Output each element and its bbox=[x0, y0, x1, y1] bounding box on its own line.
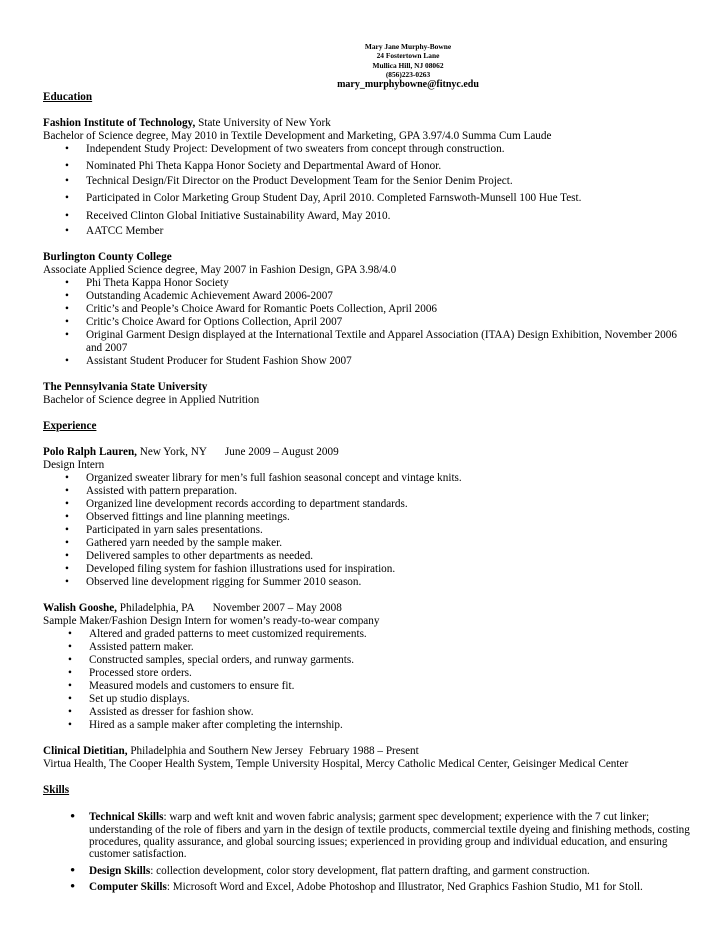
bullet-icon: • bbox=[68, 693, 72, 706]
bullet-icon: • bbox=[65, 524, 69, 537]
list-item-text: Participated in Color Marketing Group Student Day, April 2010. Completed Farnswoth-Munsell 100 Hue Test. bbox=[86, 191, 582, 204]
bullet-icon: • bbox=[65, 576, 69, 589]
list-item bbox=[43, 190, 693, 206]
list-item bbox=[43, 225, 693, 238]
bullet-icon: • bbox=[65, 485, 69, 498]
list-item-text: Independent Study Project: Development of two sweaters from concept through construction. bbox=[86, 143, 505, 156]
bullet-icon: • bbox=[68, 628, 72, 641]
list-item-text: Developed filing system for fashion illustrations used for inspiration. bbox=[86, 563, 396, 576]
walish-list bbox=[43, 628, 693, 732]
list-item bbox=[43, 355, 693, 368]
applicant-name: Mary Jane Murphy-Bowne bbox=[364, 42, 452, 51]
walish-org: Walish Gooshe, bbox=[43, 602, 117, 615]
bullet-icon: • bbox=[65, 511, 69, 524]
list-item bbox=[43, 537, 693, 550]
skills-heading: Skills bbox=[43, 784, 70, 797]
list-item bbox=[43, 158, 693, 174]
list-item-text: AATCC Member bbox=[86, 225, 164, 238]
list-item-text: Measured models and customers to ensure fit. bbox=[89, 680, 295, 693]
list-item-text: Set up studio displays. bbox=[89, 693, 190, 706]
bcc-degree: Associate Applied Science degree, May 2007 in Fashion Design, GPA 3.98/4.0 bbox=[43, 264, 397, 277]
skills-list bbox=[43, 809, 693, 896]
list-item bbox=[43, 277, 693, 290]
list-item-text: Constructed samples, special orders, and runway garments. bbox=[89, 654, 355, 667]
bcc-org: Burlington County College bbox=[43, 251, 172, 264]
bullet-icon: • bbox=[65, 143, 69, 156]
list-item bbox=[43, 303, 693, 316]
list-item bbox=[43, 862, 693, 879]
list-item-text: Phi Theta Kappa Honor Society bbox=[86, 277, 229, 290]
bullet-icon: • bbox=[70, 879, 76, 896]
list-item-text: Hired as a sample maker after completing the internship. bbox=[89, 719, 343, 732]
list-item bbox=[43, 472, 693, 485]
list-item-text: Altered and graded patterns to meet customized requirements. bbox=[89, 628, 367, 641]
list-item bbox=[43, 208, 693, 224]
phone-number: (856)223-0263 bbox=[385, 69, 431, 79]
list-item-text: Gathered yarn needed by the sample maker. bbox=[86, 537, 283, 550]
bullet-icon: • bbox=[65, 316, 69, 329]
clinical-entry bbox=[43, 745, 693, 771]
polo-list bbox=[43, 472, 693, 589]
list-item bbox=[43, 641, 693, 654]
bullet-icon: • bbox=[68, 719, 72, 732]
fit-org-line bbox=[43, 117, 693, 130]
list-item bbox=[43, 524, 693, 537]
bullet-icon: • bbox=[65, 225, 69, 238]
bullet-icon: • bbox=[68, 641, 72, 654]
list-item-text: Delivered samples to other departments as needed. bbox=[86, 550, 314, 563]
clinical-dates: February 1988 – Present bbox=[309, 745, 419, 758]
list-item-text: Nominated Phi Theta Kappa Honor Society and Departmental Award of Honor. bbox=[86, 159, 442, 172]
list-item bbox=[43, 879, 693, 896]
list-item bbox=[43, 175, 693, 188]
fit-org-rest: State University of New York bbox=[195, 117, 331, 130]
list-item-text: Assisted as dresser for fashion show. bbox=[89, 706, 254, 719]
contact-header bbox=[323, 42, 493, 91]
list-item-text: Assisted pattern maker. bbox=[89, 641, 194, 654]
list-item-text: Processed store orders. bbox=[89, 667, 192, 680]
list-item bbox=[43, 680, 693, 693]
clinical-org: Clinical Dietitian, bbox=[43, 745, 128, 758]
bullet-icon: • bbox=[65, 191, 69, 204]
bcc-entry bbox=[43, 251, 693, 368]
list-item bbox=[43, 628, 693, 641]
list-item bbox=[43, 719, 693, 732]
bullet-icon: • bbox=[70, 862, 76, 879]
resume-page bbox=[43, 42, 693, 898]
bullet-icon: • bbox=[65, 175, 69, 188]
list-item-text: Organized line development records according to department standards. bbox=[86, 498, 408, 511]
polo-entry bbox=[43, 446, 693, 589]
list-item-text: Critic’s and People’s Choice Award for Romantic Poets Collection, April 2006 bbox=[86, 303, 438, 316]
list-item bbox=[43, 316, 693, 329]
skill-label: Technical Skills bbox=[89, 811, 164, 824]
list-item-text: Original Garment Design displayed at the International Textile and Apparel Association (ITAA) Design Exhibition, November 2006 and 2007 bbox=[86, 329, 677, 355]
psu-org: The Pennsylvania State University bbox=[43, 381, 208, 394]
list-item bbox=[43, 667, 693, 680]
list-item bbox=[43, 654, 693, 667]
list-item-text: Organized sweater library for men’s full fashion seasonal concept and vintage knits. bbox=[86, 472, 462, 485]
email-address: mary_murphybowne@fitnyc.edu bbox=[337, 79, 479, 91]
list-item-text: Critic’s Choice Award for Options Collection, April 2007 bbox=[86, 316, 343, 329]
bullet-icon: • bbox=[65, 209, 69, 222]
list-item bbox=[43, 563, 693, 576]
list-item-text: Observed fittings and line planning meetings. bbox=[86, 511, 290, 524]
list-item-text: Assisted with pattern preparation. bbox=[86, 485, 237, 498]
list-item bbox=[43, 143, 693, 156]
skill-text: : collection development, color story development, flat pattern drafting, and garment construction. bbox=[150, 864, 590, 877]
skill-label: Design Skills bbox=[89, 864, 151, 877]
bullet-icon: • bbox=[65, 329, 69, 342]
polo-dates: June 2009 – August 2009 bbox=[224, 446, 339, 459]
fit-list bbox=[43, 143, 693, 238]
list-item bbox=[43, 485, 693, 498]
bullet-icon: • bbox=[65, 537, 69, 550]
bullet-icon: • bbox=[65, 303, 69, 316]
list-item-text: Received Clinton Global Initiative Sustainability Award, May 2010. bbox=[86, 209, 391, 222]
bullet-icon: • bbox=[65, 472, 69, 485]
clinical-org-line bbox=[43, 745, 693, 758]
education-heading: Education bbox=[43, 91, 93, 104]
polo-org-line bbox=[43, 446, 693, 459]
walish-org-line bbox=[43, 602, 693, 615]
bullet-icon: • bbox=[68, 680, 72, 693]
polo-title: Design Intern bbox=[43, 459, 105, 472]
walish-entry bbox=[43, 602, 693, 732]
clinical-location: Philadelphia and Southern New Jersey bbox=[127, 745, 304, 758]
bullet-icon: • bbox=[65, 159, 69, 172]
city-address: Mullica Hill, NJ 08062 bbox=[372, 60, 444, 70]
skill-text: : warp and weft knit and woven fabric analysis; garment spec development; experience with the 7 cut linker; understanding of the role of fibers and yarn in the design of textile products, commercial textile dyeing and finishing methods, costing procedures, quality assurance, and global sourcing issues; experienced in providing group and individual education, and ensuring customer satisfaction. bbox=[89, 811, 690, 861]
bullet-icon: • bbox=[65, 355, 69, 368]
list-item-text: Participated in yarn sales presentations. bbox=[86, 524, 263, 537]
fit-entry bbox=[43, 117, 693, 238]
walish-location: Philadelphia, PA bbox=[116, 602, 195, 615]
experience-heading: Experience bbox=[43, 420, 97, 433]
bullet-icon: • bbox=[65, 498, 69, 511]
bullet-icon: • bbox=[65, 290, 69, 303]
polo-org: Polo Ralph Lauren, bbox=[43, 446, 137, 459]
list-item bbox=[43, 511, 693, 524]
bullet-icon: • bbox=[68, 706, 72, 719]
list-item bbox=[43, 811, 693, 861]
list-item-text: Outstanding Academic Achievement Award 2006-2007 bbox=[86, 290, 333, 303]
list-item bbox=[43, 706, 693, 719]
list-item bbox=[43, 576, 693, 589]
list-item bbox=[43, 290, 693, 303]
list-item bbox=[43, 550, 693, 563]
bcc-list bbox=[43, 277, 693, 368]
bullet-icon: • bbox=[68, 667, 72, 680]
psu-degree: Bachelor of Science degree in Applied Nutrition bbox=[43, 394, 260, 407]
list-item-text: Technical Design/Fit Director on the Product Development Team for the Senior Denim Project. bbox=[86, 175, 513, 188]
walish-title: Sample Maker/Fashion Design Intern for women’s ready-to-wear company bbox=[43, 615, 380, 628]
list-item bbox=[43, 498, 693, 511]
list-item bbox=[43, 693, 693, 706]
street-address: 24 Fostertown Lane bbox=[376, 51, 440, 61]
bullet-icon: • bbox=[70, 809, 76, 826]
psu-entry bbox=[43, 381, 693, 407]
list-item bbox=[43, 329, 693, 355]
list-item-text: Observed line development rigging for Summer 2010 season. bbox=[86, 576, 362, 589]
list-item-text: Assistant Student Producer for Student Fashion Show 2007 bbox=[86, 355, 352, 368]
bullet-icon: • bbox=[65, 550, 69, 563]
bullet-icon: • bbox=[65, 563, 69, 576]
skill-label: Computer Skills bbox=[89, 881, 167, 894]
fit-degree: Bachelor of Science degree, May 2010 in Textile Development and Marketing, GPA 3.97/4.0 Summa Cum Laude bbox=[43, 130, 552, 143]
bullet-icon: • bbox=[68, 654, 72, 667]
polo-location: New York, NY bbox=[136, 446, 207, 459]
bullet-icon: • bbox=[65, 277, 69, 290]
walish-dates: November 2007 – May 2008 bbox=[212, 602, 342, 615]
clinical-employers: Virtua Health, The Cooper Health System, Temple University Hospital, Mercy Catholic Medical Center, Geisinger Medical Center bbox=[43, 758, 629, 771]
fit-org: Fashion Institute of Technology, bbox=[43, 117, 196, 130]
skill-text: : Microsoft Word and Excel, Adobe Photoshop and Illustrator, Ned Graphics Fashion Studio, M1 for Stoll. bbox=[166, 881, 643, 894]
